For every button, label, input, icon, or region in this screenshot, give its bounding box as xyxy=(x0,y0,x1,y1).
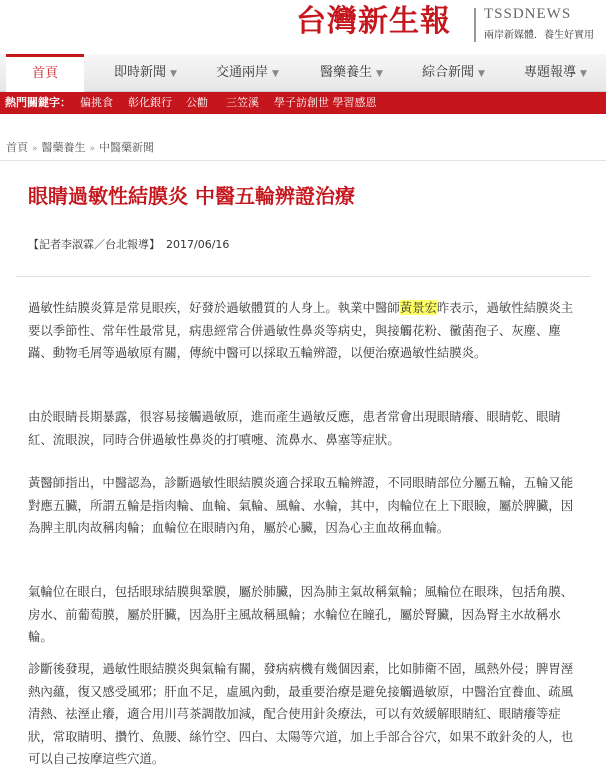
hot-keywords-label: 熱門關鍵字： xyxy=(5,96,71,109)
article-paragraph: 氣輪位在眼白，包括眼球結膜與鞏膜，屬於肺臟，因為肺主氣故稱氣輪；風輪位在眼珠，包括角膜、房水、前葡萄膜，屬於肝臟，因為肝主風故稱風輪；水輪位在瞳孔，屬於腎臟，因為腎主水故稱水輪。 xyxy=(28,584,574,645)
nav-general-news[interactable] xyxy=(422,54,485,92)
nav-special-reports[interactable] xyxy=(524,54,587,92)
highlighted-name: 黃景宏 xyxy=(399,300,437,315)
paragraph-text: 過敏性結膜炎算是常見眼疾，好發於過敏體質的人身上。執業中醫師 xyxy=(28,300,400,315)
breadcrumb-home[interactable]: 首頁 xyxy=(6,141,28,154)
site-header xyxy=(0,0,606,52)
hot-keywords-bar xyxy=(0,92,606,114)
article-divider xyxy=(16,276,590,277)
paragraph-text: 昨表示，過敏性結膜炎主要以季節性、常年性最常見，病患經常合併過敏性鼻炎等病史，與接觸花粉、黴菌孢子、灰塵、塵蹣、動物毛屑等過敏原有關，傳統中醫可以採取五輪辨證，以便治療過敏性結膜炎。 xyxy=(28,300,574,361)
article-byline xyxy=(28,236,229,252)
hot-keyword-link[interactable]: 公勸 xyxy=(186,96,208,109)
nav-traffic-cross-strait[interactable] xyxy=(216,54,279,92)
main-nav xyxy=(0,54,606,92)
site-logo-en[interactable]: TSSDNEWS xyxy=(484,6,572,22)
breadcrumb-separator-icon: » xyxy=(89,144,96,154)
article-paragraph: 由於眼睛長期暴露，很容易接觸過敏原，進而產生過敏反應，患者常會出現眼睛癢、眼睛乾、眼睛紅、流眼淚，同時合併過敏性鼻炎的打噴嚏、流鼻水、鼻塞等症狀。 xyxy=(28,409,561,447)
nav-breaking-news[interactable] xyxy=(114,54,177,92)
article-paragraph: 黃醫師指出，中醫認為，診斷過敏性眼結膜炎適合採取五輪辨證，不同眼睛部位分屬五輪，五輪又能對應五臟，所謂五輪是指肉輪、血輪、氣輪、風輪、水輪，其中，肉輪位在上下眼瞼，屬於脾臟，因為脾主肌肉故稱肉輪；血輪位在眼睛內角，屬於心臟，因為心主血故稱血輪。 xyxy=(28,475,574,536)
hot-keyword-link[interactable]: 學子訪創世 學習感恩 xyxy=(274,96,377,109)
site-slogan: 兩岸新媒體．養生好實用 xyxy=(484,30,594,41)
article-title: 眼睛過敏性結膜炎 中醫五輪辨證治療 xyxy=(28,184,355,208)
chevron-down-icon: ▼ xyxy=(376,69,383,79)
chevron-down-icon: ▼ xyxy=(580,69,587,79)
chevron-down-icon: ▼ xyxy=(272,69,279,79)
nav-home-label: 首頁 xyxy=(31,66,58,81)
breadcrumb-tcm-news[interactable]: 中醫藥新聞 xyxy=(99,141,155,154)
breadcrumb xyxy=(6,139,154,155)
nav-health-label: 醫藥養生 xyxy=(320,65,373,80)
article-author: 【記者李淑霖／台北報導】 xyxy=(28,238,160,251)
logo-divider xyxy=(474,8,476,42)
hot-keyword-link[interactable]: 偏挑食 xyxy=(80,96,113,109)
nav-special-reports-label: 專題報導 xyxy=(524,65,577,80)
hot-keyword-link[interactable]: 三笠溪 xyxy=(226,96,259,109)
article-date: 2017/06/16 xyxy=(166,238,230,251)
breadcrumb-separator-icon: » xyxy=(32,144,38,154)
article-paragraph xyxy=(28,297,576,365)
article-paragraph: 診斷後發現，過敏性眼結膜炎與氣輪有關，發病病機有幾個因素，比如肺衛不固，風熱外侵；脾胃溼熱內蘊，復又感受風邪；肝血不足，虛風內動，最重要治療是避免接觸過敏原，中醫治宜養血、疏風清熱、祛溼止癢，適合用川芎茶調散加減，配合使用針灸療法，可以有效緩解眼睛紅、眼睛癢等症狀，常取睛明、攢竹、魚腰、絲竹空、四白、太陽等穴道，加上手部合谷穴，如果不敢針灸的人，也可以自己按摩這些穴道。 xyxy=(28,661,574,767)
chevron-down-icon: ▼ xyxy=(478,69,485,79)
nav-general-news-label: 綜合新聞 xyxy=(422,65,475,80)
nav-health[interactable] xyxy=(320,54,383,92)
nav-home[interactable] xyxy=(6,54,84,92)
nav-breaking-news-label: 即時新聞 xyxy=(114,65,167,80)
breadcrumb-health[interactable]: 醫藥養生 xyxy=(41,141,86,154)
hot-keyword-link[interactable]: 彰化銀行 xyxy=(128,96,172,109)
site-logo[interactable]: 台灣新生報 xyxy=(296,4,451,39)
breadcrumb-divider xyxy=(0,160,606,161)
chevron-down-icon: ▼ xyxy=(170,69,177,79)
nav-traffic-label: 交通兩岸 xyxy=(216,65,269,80)
